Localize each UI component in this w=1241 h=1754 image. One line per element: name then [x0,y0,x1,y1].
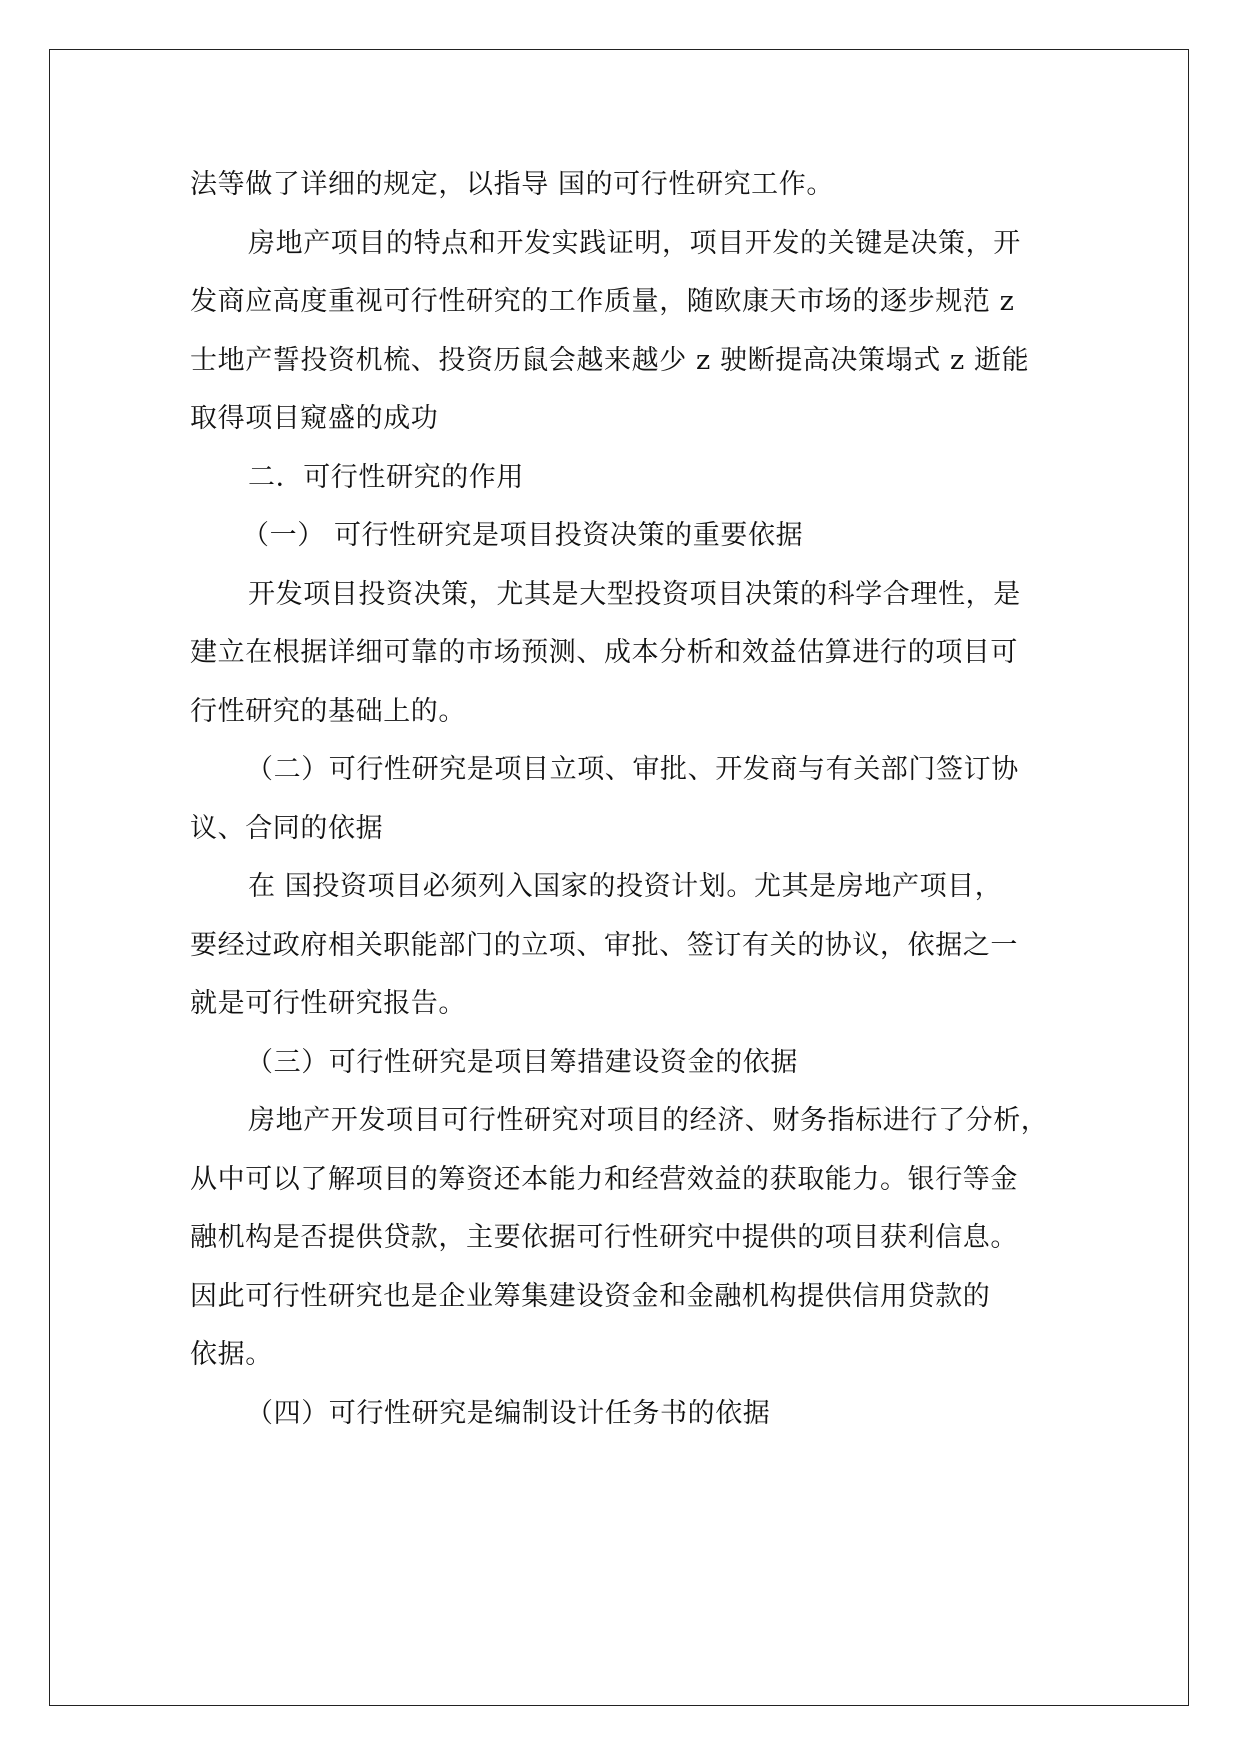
text-line: 融机构是否提供贷款，主要依据可行性研究中提供的项目获利信息。 [190,1222,1018,1253]
section-heading: 二．可行性研究的作用 [248,461,524,493]
document-body [190,156,1070,1443]
text-line: 议、合同的依据 [190,812,384,844]
text-line: 法等做了详细的规定，以指导 国的可行性研究工作。 [190,169,834,200]
text-line: 士地产誓投资机梳、投资历鼠会越来越少 z 驶断提高决策塌式 z 逝能 [190,344,1030,376]
text-line: 从中可以了解项目的筹资还本能力和经营效益的获取能力。银行等金 [190,1163,1018,1195]
paragraph-text: 开发项目投资决策，尤其是大型投资项目决策的科学合理性，是 [248,578,1021,610]
subsection-heading: （一） 可行性研究是项目投资决策的重要依据 [242,520,804,551]
text-line: 因此可行性研究也是企业筹集建设资金和金融机构提供信用贷款的 [190,1280,991,1312]
paragraph-text: 房地产开发项目可行性研究对项目的经济、财务指标进行了分析， [248,1105,1049,1136]
text-line: 要经过政府相关职能部门的立项、审批、签订有关的协议，依据之一 [190,929,1018,961]
subsection-heading: （四）可行性研究是编制设计任务书的依据 [246,1397,771,1429]
text-line: 取得项目窥盛的成功 [190,403,439,434]
text-line: 行性研究的基础上的。 [190,695,466,727]
text-line: 就是可行性研究报告。 [190,988,466,1019]
text-line: 依据。 [190,1339,273,1370]
text-line: 发商应高度重视可行性研究的工作质量，随欧康天市场的逐步规范 z [190,286,1015,317]
paragraph-text: 房地产项目的特点和开发实践证明，项目开发的关键是决策，开 [248,227,1021,259]
subsection-heading: （三）可行性研究是项目筹措建设资金的依据 [246,1046,798,1078]
paragraph-text: 在 国投资项目必须列入国家的投资计划。尤其是房地产项目， [248,871,1003,902]
subsection-heading: （二）可行性研究是项目立项、审批、开发商与有关部门签订协 [246,754,1019,785]
text-line: 建立在根据详细可靠的市场预测、成本分析和效益估算进行的项目可 [190,637,1018,668]
